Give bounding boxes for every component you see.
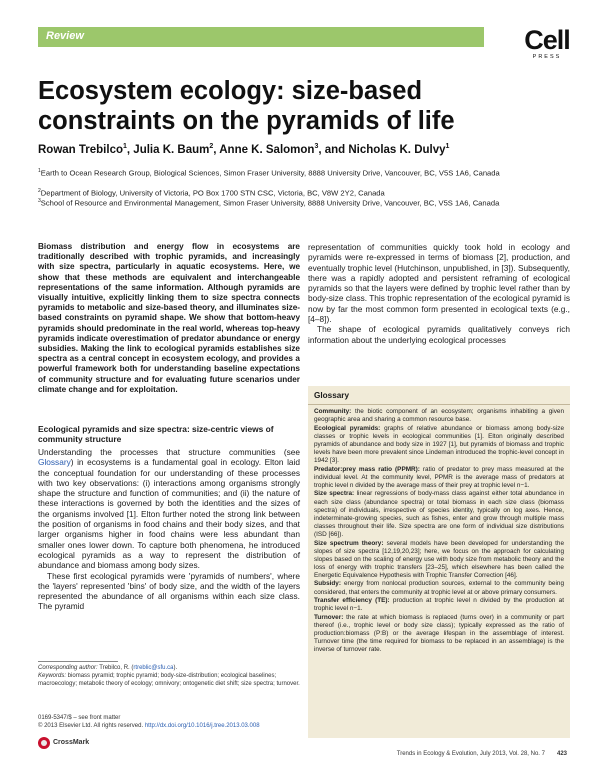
keywords xyxy=(38,672,300,688)
author-name: Julia K. Baum xyxy=(133,143,210,156)
glossary-entry xyxy=(314,580,564,596)
abstract: Biomass distribution and energy flow in ecosystems are traditionally described with trophic pyramids, and increasingly with size spectra, particularly in aquatic ecosystems. Here, we show that these methods are equivalent and interchangeable representations of the same information. Although pyramids are visually intuitive, explicitly linking them to size spectra connects pyramids to metabolic and size-based theory, and illuminates size-based constraints on pyramid shape. We show that bottom-heavy pyramids should predominate in the real world, whereas top-heavy pyramids indicate overestimation of predator abundance or energy subsidies. Making the link to ecological pyramids establishes size spectra as a central concept in ecosystem ecology, and provides a powerful framework both for understanding baseline expectations of community structure and for evaluating future scenarios under climate change and for exploitation. xyxy=(38,242,300,394)
glossary-definition: the biotic component of an ecosystem; organisms inhabiting a given geographic area and sharing a common resource base. xyxy=(314,408,564,424)
footnote xyxy=(38,664,300,688)
section-heading: Ecological pyramids and size spectra: size-centric views of community structure xyxy=(38,424,274,445)
author-name: Anne K. Salomon xyxy=(219,143,315,156)
issn-line: 0169-5347/$ – see front matter xyxy=(38,715,121,721)
keywords-text: biomass pyramid; trophic pyramid; body-size-distribution; ecological baselines; macroecology; metabolic theory of ecology; omnivory; ontogenetic diet shift; size spectra; turnover. xyxy=(38,673,300,687)
body-text-left xyxy=(38,447,300,612)
glossary-definition: several models have been developed for understanding the slopes of size spectra [12,19,20,23]; here, we focus on the approach for calculating slopes based on the scaling of energy use with body size from metabolic theory and the loss of energy with trophic transfers [23–25], which elsewhere has been called the Energetic Equivalence Hypothesis with Trophic Transfer Correction [46]. xyxy=(314,539,565,579)
glossary-term: Turnover: xyxy=(314,613,344,621)
corresponding-end: ). xyxy=(173,665,178,671)
publisher-logo xyxy=(517,27,577,60)
glossary-body xyxy=(308,405,570,658)
glossary-entry xyxy=(314,540,564,580)
glossary-definition: the rate at which biomass is replaced (turns over) in a community or part thereof (i.e., trophic level or body size class); typically expressed as the ratio of production:biomass (P:B) or the average lifespan in the assemblage of interest. Turnover time (the time required for biomass to be replaced in an assemblage) is the inverse of turnover rate. xyxy=(314,613,564,654)
logo-main: Cell xyxy=(524,25,570,55)
author-name: Rowan Trebilco xyxy=(38,143,123,156)
glossary-term: Transfer efficiency (TE): xyxy=(314,597,390,605)
author-separator: , xyxy=(126,143,134,156)
crossmark-icon xyxy=(38,737,50,749)
running-footer xyxy=(332,751,567,757)
section-banner xyxy=(38,27,484,47)
publication-meta xyxy=(38,714,300,730)
glossary-definition: production at trophic level n divided by the production at trophic level n−1. xyxy=(314,597,564,613)
glossary-term: Community: xyxy=(314,408,352,415)
glossary-definition: energy from nonlocal production sources, external to the community being considered, that enters the community at trophic level at or above primary consumers. xyxy=(314,580,564,596)
page-number: 423 xyxy=(556,751,567,757)
glossary-term: Ecological pyramids: xyxy=(314,424,381,432)
glossary-term: Size spectrum theory: xyxy=(314,539,384,547)
copyright-line xyxy=(38,722,300,730)
glossary-link[interactable]: Glossary xyxy=(38,457,71,468)
affiliation-number: 1 xyxy=(38,168,41,174)
affiliation xyxy=(38,166,508,179)
glossary-entry xyxy=(314,597,564,613)
crossmark-badge[interactable] xyxy=(38,737,108,751)
author-affiliation-mark: 2 xyxy=(209,143,214,150)
glossary-definition: graphs of relative abundance or biomass among body-size classes or trophic levels in ecological communities [1]. Elton originally described pyramids of abundance and body size in 1927 [1], but pyramids of biomass and trophic levels have been more prevalent since Lindeman introduced the trophic-level concept in 1942 [3]. xyxy=(314,424,564,465)
author-name: Nicholas K. Dulvy xyxy=(348,143,446,156)
paragraph-text: ) in ecosystems is a fundamental goal in ecology. Elton laid the conceptual foundation for our understanding of these processes with two key observations: (i) interactions among organisms strongly shape the structure and function of communities; and (ii) the nature of these interactions is governed by both the identities and the sizes of the organisms involved [1]. Elton further noted the strong link between the position of organisms in food chains and their body sizes, and that larger organisms higher in food chains were less abundant than smaller ones lower down. To capture both phenomena, he introduced ecological pyramids as a way to represent the distribution of abundance and biomass among body sizes. xyxy=(38,457,300,571)
glossary-entry xyxy=(314,614,564,654)
glossary-entry xyxy=(314,408,564,424)
glossary-term: Size spectra: xyxy=(314,490,355,498)
crossmark-label: CrossMark xyxy=(53,739,90,746)
corresponding-label: Corresponding author: xyxy=(38,665,98,671)
author-affiliation-mark: 3 xyxy=(314,143,319,150)
paragraph: The shape of ecological pyramids qualitatively conveys rich information about the underlying ecological processes xyxy=(308,324,570,345)
paragraph-text: Understanding the processes that structure communities (see xyxy=(38,447,300,457)
glossary-definition: linear regressions of body-mass class against either total abundance in each size class (abundance spectra) or total biomass in each size class (biomass spectra) of individuals, irrespective of species identity, typically on log axes. Hence, indeterminate-growing species, such as fishes, enter and grow through multiple mass classes throughout their life. Size spectra are one form of individual size distributions (ISD [66]). xyxy=(314,490,564,538)
footnote-rule xyxy=(38,661,118,662)
glossary-term: Predator:prey mass ratio (PPMR): xyxy=(314,465,420,473)
affiliation-number: 2 xyxy=(38,188,41,194)
corresponding-name: Trebilco, R. ( xyxy=(97,665,134,671)
author-separator: , and xyxy=(318,143,349,156)
glossary-definition: ratio of predator to prey mass measured at the individual level. At the community level, PPMR is the average mass of predators at trophic level n divided by the average mass of their prey at trophic level n−1. xyxy=(314,465,564,489)
affiliation-text: Earth to Ocean Research Group, Biological Sciences, Simon Fraser University, 8888 University Drive, Vancouver, BC, V5S 1A6, Canada xyxy=(40,168,500,178)
author-affiliation-mark: 1 xyxy=(123,143,127,150)
glossary-heading: Glossary xyxy=(308,386,570,405)
paragraph xyxy=(38,447,300,571)
paragraph: These first ecological pyramids were 'pyramids of numbers', where the 'layers' represented 'bins' of body size, and the width of the layers represented the abundance of all organisms within each size class. The pyramid xyxy=(38,570,300,612)
glossary-entry xyxy=(314,466,564,490)
copyright-text: © 2013 Elsevier Ltd. All rights reserved. xyxy=(38,723,145,729)
glossary-entry xyxy=(314,425,564,465)
affiliation-text: School of Resource and Environmental Management, Simon Fraser University, 8888 University Drive, Vancouver, BC, V5S 1A6, Canada xyxy=(40,198,500,208)
article-title: Ecosystem ecology: size-based constraints on the pyramids of life xyxy=(38,77,455,135)
glossary-box xyxy=(308,386,570,738)
author-separator: , xyxy=(213,143,220,156)
author-list xyxy=(38,143,568,156)
affiliation-number: 3 xyxy=(38,198,41,204)
author-affiliation-mark: 1 xyxy=(445,143,450,150)
journal-citation: Trends in Ecology & Evolution, July 2013, Vol. 28, No. 7 xyxy=(396,751,545,757)
glossary-term: Subsidy: xyxy=(314,580,341,588)
affiliation-text: Department of Biology, University of Victoria, PO Box 1700 STN CSC, Victoria, BC, V8W 2Y2, Canada xyxy=(40,188,385,198)
affiliation xyxy=(38,196,508,209)
paragraph: representation of communities quickly took hold in ecology and pyramids were re-expressed in terms of biomass [2], production, and eventually trophic level (Hutchinson, unpublished, in [3]). Subsequently, there was a rapidly adopted and persistent reframing of ecological pyramids so that the layers were defined by trophic level rather than by body-size class. This trophic representation of the ecological pyramid is now by far the most common form presented in ecological texts (e.g., [4–8]). xyxy=(308,242,570,325)
keywords-label: Keywords: xyxy=(38,673,67,679)
doi-link[interactable]: http://dx.doi.org/10.1016/j.tree.2013.03.008 xyxy=(144,723,260,729)
section-tag: Review xyxy=(46,30,84,42)
body-text-right xyxy=(308,242,570,345)
logo-sub: PRESS xyxy=(532,54,562,60)
corresponding-author xyxy=(38,664,300,672)
author-email-link[interactable]: rtreblic@sfu.ca xyxy=(133,665,174,671)
glossary-entry xyxy=(314,490,564,539)
